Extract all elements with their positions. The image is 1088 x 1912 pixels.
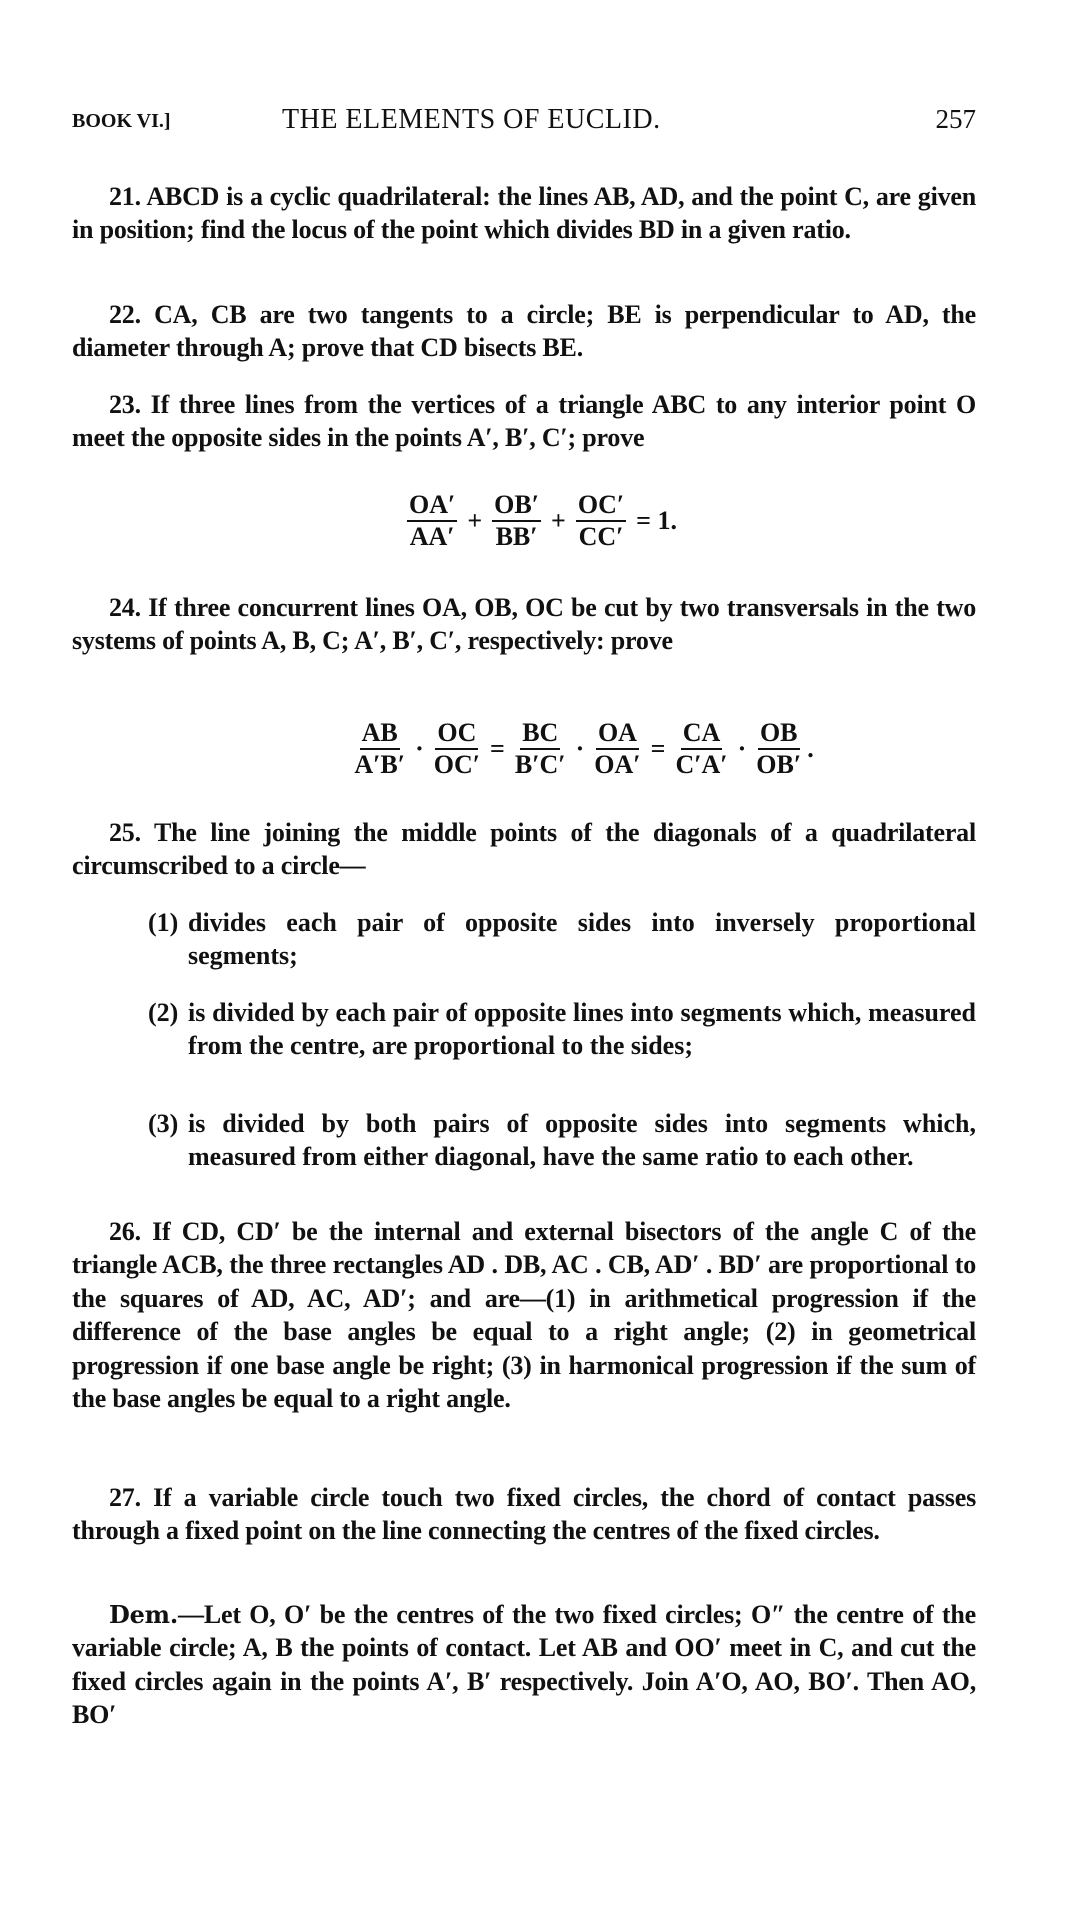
exercise-22: 22. CA, CB are two tangents to a circle; BE is perpendicular to AD, the diameter through A; prove that CD bisects BE.: [72, 300, 976, 363]
dem-label: Dem.: [109, 1600, 179, 1629]
exercise-26: 26. If CD, CD′ be the internal and external bisectors of the angle C of the triangle ACB, the three rectangles AD . DB, AC . CB, AD′ . BD′ are proportional to the squares of AD, AC, AD′; and are—(1) in arithmetical progression if the difference of the base angles be equal to a right angle; (2) in geometrical progression if one base angle be right; (3) in harmonical progression if the sum of the base angles be equal to a right angle.: [72, 1217, 976, 1414]
book-label: BOOK VI.]: [72, 110, 171, 132]
formula-23: $\frac{OA'}{AA'}$ + $\frac{OB'}{BB'}$ + $\frac{OC'}{CC'}$ = 1.: [409, 490, 677, 551]
running-title: THE ELEMENTS OF EUCLID.: [282, 104, 661, 135]
exercise-24: 24. If three concurrent lines OA, OB, OC be cut by two transversals in the two systems of points A, B, C; A′, B′, C′, respectively: prove: [72, 593, 976, 656]
fraction: $\frac{OA'}{AA'}$: [409, 490, 456, 551]
fraction: $\frac{CA}{C'A'}$: [675, 718, 728, 779]
exercise-23: 23. If three lines from the vertices of a triangle ABC to any interior point O meet the opposite sides in the points A′, B′, C′; prove: [72, 390, 976, 453]
fraction: $\frac{OB}{OB'}$: [756, 718, 802, 779]
exercise-27: 27. If a variable circle touch two fixed circles, the chord of contact passes through a fixed point on the line connecting the centres of the fixed circles.: [72, 1483, 976, 1546]
formula-24: $\frac{AB}{A'B'}$ · $\frac{OC}{OC'}$ = $\frac{BC}{B'C'}$ · $\frac{OA}{OA'}$ = $\frac{CA}{C'A'}$ · $\frac{OB}{OB'}$ .: [354, 718, 814, 779]
exercise-21: 21. ABCD is a cyclic quadrilateral: the lines AB, AD, and the point C, are given in position; find the locus of the point which divides BD in a given ratio.: [72, 182, 976, 245]
subitem-3: (3) is divided by both pairs of opposite sides into segments which, measured from either diagonal, have the same ratio to each other.: [148, 1109, 976, 1172]
fraction: $\frac{AB}{A'B'}$: [354, 718, 406, 779]
running-header: [72, 104, 976, 140]
page-number: 257: [935, 104, 976, 134]
fraction: $\frac{OA}{OA'}$: [594, 718, 641, 779]
subitem-1: (1) divides each pair of opposite sides into inversely proportional segments;: [148, 908, 976, 971]
subitem-2: (2) is divided by each pair of opposite lines into segments which, measured from the centre, are proportional to the sides;: [148, 998, 976, 1061]
exercise-25: 25. The line joining the middle points of the diagonals of a quadrilateral circumscribed to a circle—: [72, 818, 976, 881]
fraction: $\frac{OC'}{CC'}$: [577, 490, 625, 551]
fraction: $\frac{OB'}{BB'}$: [494, 490, 540, 551]
fraction: $\frac{OC}{OC'}$: [433, 718, 481, 779]
fraction: $\frac{BC}{B'C'}$: [514, 718, 566, 779]
demonstration: Dem.—Let O, O′ be the centres of the two fixed circles; O″ the centre of the variable circle; A, B the points of contact. Let AB and OO′ meet in C, and cut the fixed circles again in the points A′, B′ respectively. Join A′O, AO, BO′. Then AO, BO′: [72, 1600, 976, 1730]
